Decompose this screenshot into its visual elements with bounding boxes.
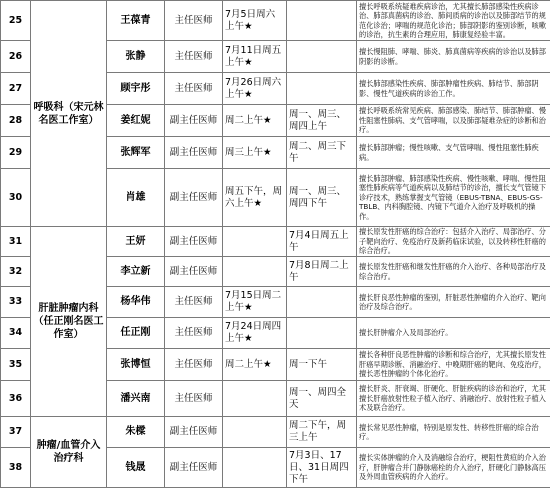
- doctor-title: 副主任医师: [165, 448, 223, 488]
- specialty-description: 擅长肝良恶性肿瘤的鉴别，肝脏恶性肿瘤的介入治疗、靶向治疗及综合治疗。: [357, 287, 550, 318]
- special-clinic-time: [223, 448, 287, 488]
- special-clinic-time: [223, 227, 287, 257]
- table-row: [1, 417, 550, 448]
- doctor-title: 主任医师: [165, 318, 223, 349]
- row-number: 29: [1, 137, 31, 169]
- regular-clinic-time: 周二下午，周三上午: [287, 417, 357, 448]
- special-clinic-time: [223, 257, 287, 287]
- doctor-name[interactable]: 王葆青: [107, 1, 165, 41]
- specialty-description: 擅长各种肝良恶性肿瘤的诊断和综合治疗，尤其擅长原发性肝癌早期诊断、消融治疗、中晚期肝癌的靶向、免疫治疗，擅长恶性肿瘤的个体化治疗。: [357, 349, 550, 381]
- doctor-name[interactable]: 任正刚: [107, 318, 165, 349]
- row-number: 32: [1, 257, 31, 287]
- specialty-description: 擅长肺部感染性疾病、肺部肿瘤性疾病、肺结节、肺部阴影、慢性气道疾病的诊治工作。: [357, 73, 550, 105]
- regular-clinic-time: [287, 1, 357, 41]
- special-clinic-time: 周五下午，周六上午★: [223, 169, 287, 227]
- special-clinic-time: 7月26日周六上午★: [223, 73, 287, 105]
- special-clinic-time: 周三上午★: [223, 137, 287, 169]
- special-clinic-time: 7月5日周六上午★: [223, 1, 287, 41]
- doctor-title: 主任医师: [165, 41, 223, 73]
- regular-clinic-time: [287, 41, 357, 73]
- doctor-title: 主任医师: [165, 287, 223, 318]
- specialty-description: 擅长肝肿瘤介入及局部治疗。: [357, 318, 550, 349]
- department-cell: 肿瘤/血管介入治疗科: [31, 417, 107, 488]
- row-number: 33: [1, 287, 31, 318]
- row-number: 28: [1, 105, 31, 137]
- table-row: [1, 1, 550, 41]
- doctor-title: 副主任医师: [165, 169, 223, 227]
- row-number: 38: [1, 448, 31, 488]
- specialty-description: 擅长呼吸系统疑难疾病诊治，尤其擅长肺部感染性疾病诊治、肺部真菌病的诊治、肺间质病的诊治以及肺部结节的规范化诊治；哮喘的规范化诊治；肺部阴影的鉴别诊断，咳嗽的诊治，抗生素的合理应用，肺康复经验丰富。: [357, 1, 550, 41]
- regular-clinic-time: 周一、周三、周四下午: [287, 169, 357, 227]
- specialty-description: 擅长原发性肝癌的综合治疗：包括介入治疗、局部治疗、分子靶向治疗、免疫治疗及新药临床试验，以及转移性肝癌的综合治疗。: [357, 227, 550, 257]
- row-number: 37: [1, 417, 31, 448]
- special-clinic-time: 7月24日周四上午★: [223, 318, 287, 349]
- specialty-description: 擅长常见恶性肿瘤，特别是原发性、转移性肝癌的综合治疗。: [357, 417, 550, 448]
- row-number: 34: [1, 318, 31, 349]
- regular-clinic-time: [287, 287, 357, 318]
- table-row: [1, 227, 550, 257]
- regular-clinic-time: [287, 318, 357, 349]
- doctor-name[interactable]: 顾宇彤: [107, 73, 165, 105]
- special-clinic-time: 周二上午★: [223, 105, 287, 137]
- row-number: 30: [1, 169, 31, 227]
- doctor-title: 主任医师: [165, 1, 223, 41]
- regular-clinic-time: 7月8日周二上午: [287, 257, 357, 287]
- special-clinic-time: 7月11日周五上午★: [223, 41, 287, 73]
- regular-clinic-time: 周一、周四全天: [287, 381, 357, 417]
- doctor-title: 主任医师: [165, 349, 223, 381]
- doctor-name[interactable]: 张辉军: [107, 137, 165, 169]
- doctor-name[interactable]: 杨华伟: [107, 287, 165, 318]
- special-clinic-time: [223, 381, 287, 417]
- regular-clinic-time: 7月3日、17日、31日周四下午: [287, 448, 357, 488]
- doctor-title: 主任医师: [165, 381, 223, 417]
- specialty-description: 擅长肝炎、肝衰竭、肝硬化、肝脏疾病的诊治和治疗，尤其擅长肝癌放射性粒子植入治疗、消融治疗、放射性粒子植入术及联合治疗。: [357, 381, 550, 417]
- doctor-name[interactable]: 姜红妮: [107, 105, 165, 137]
- row-number: 26: [1, 41, 31, 73]
- specialty-description: 擅长呼吸系统常见疾病、肺部感染、肺结节、肺部肿瘤、慢性阻塞性肺病、支气管哮喘，以及肺部疑难杂症的诊断和治疗。: [357, 105, 550, 137]
- specialty-description: 擅长肺部肿瘤、肺部感染性疾病、慢性咳嗽、哮喘、慢性阻塞性肺疾病等气道疾病以及肺结节的诊治，擅长支气管镜下诊疗技术，熟练掌握支气管镜（EBUS-TBNA、EBUS-GS-TBLB、内科胸腔镜、内镜下气道介入治疗及呼吸机的操作。: [357, 169, 550, 227]
- department-cell: 呼吸科（宋元林名医工作室）: [31, 1, 107, 227]
- special-clinic-time: 周二上午★: [223, 349, 287, 381]
- department-cell: 肝脏肿瘤内科（任正刚名医工作室）: [31, 227, 107, 417]
- doctor-name[interactable]: 王妍: [107, 227, 165, 257]
- regular-clinic-time: 周二、周三下午: [287, 137, 357, 169]
- doctor-name[interactable]: 钱晟: [107, 448, 165, 488]
- specialty-description: 擅长原发性肝癌和继发性肝癌的介入治疗、各种局部治疗及综合治疗。: [357, 257, 550, 287]
- regular-clinic-time: 7月4日周五上午: [287, 227, 357, 257]
- doctor-name[interactable]: 肖雄: [107, 169, 165, 227]
- specialty-description: 擅长肺部肿瘤；慢性咳嗽、支气管哮喘、慢性阻塞性肺疾病。: [357, 137, 550, 169]
- doctor-title: 副主任医师: [165, 417, 223, 448]
- specialty-description: 擅长实体肿瘤的介入及消融综合治疗，梗阻性黄疸的介入治疗，肝肿瘤合并门静脉癌栓的介入治疗，肝硬化门静脉高压及外周血管疾病的介入治疗。: [357, 448, 550, 488]
- row-number: 35: [1, 349, 31, 381]
- doctor-title: 副主任医师: [165, 137, 223, 169]
- doctor-title: 副主任医师: [165, 257, 223, 287]
- regular-clinic-time: 周一、周三、周四上午: [287, 105, 357, 137]
- row-number: 31: [1, 227, 31, 257]
- doctor-name[interactable]: 潘兴南: [107, 381, 165, 417]
- special-clinic-time: 7月15日周二上午★: [223, 287, 287, 318]
- doctor-name[interactable]: 张静: [107, 41, 165, 73]
- special-clinic-time: [223, 417, 287, 448]
- specialty-description: 擅长慢阻肺、哮喘、肺炎、肺真菌病等疾病的诊治以及肺部阴影的诊断。: [357, 41, 550, 73]
- regular-clinic-time: [287, 73, 357, 105]
- doctor-title: 副主任医师: [165, 105, 223, 137]
- row-number: 25: [1, 1, 31, 41]
- doctor-title: 主任医师: [165, 73, 223, 105]
- row-number: 36: [1, 381, 31, 417]
- doctor-name[interactable]: 李立新: [107, 257, 165, 287]
- regular-clinic-time: 周一下午: [287, 349, 357, 381]
- doctor-title: 副主任医师: [165, 227, 223, 257]
- doctor-name[interactable]: 张博恒: [107, 349, 165, 381]
- row-number: 27: [1, 73, 31, 105]
- doctor-name[interactable]: 朱樑: [107, 417, 165, 448]
